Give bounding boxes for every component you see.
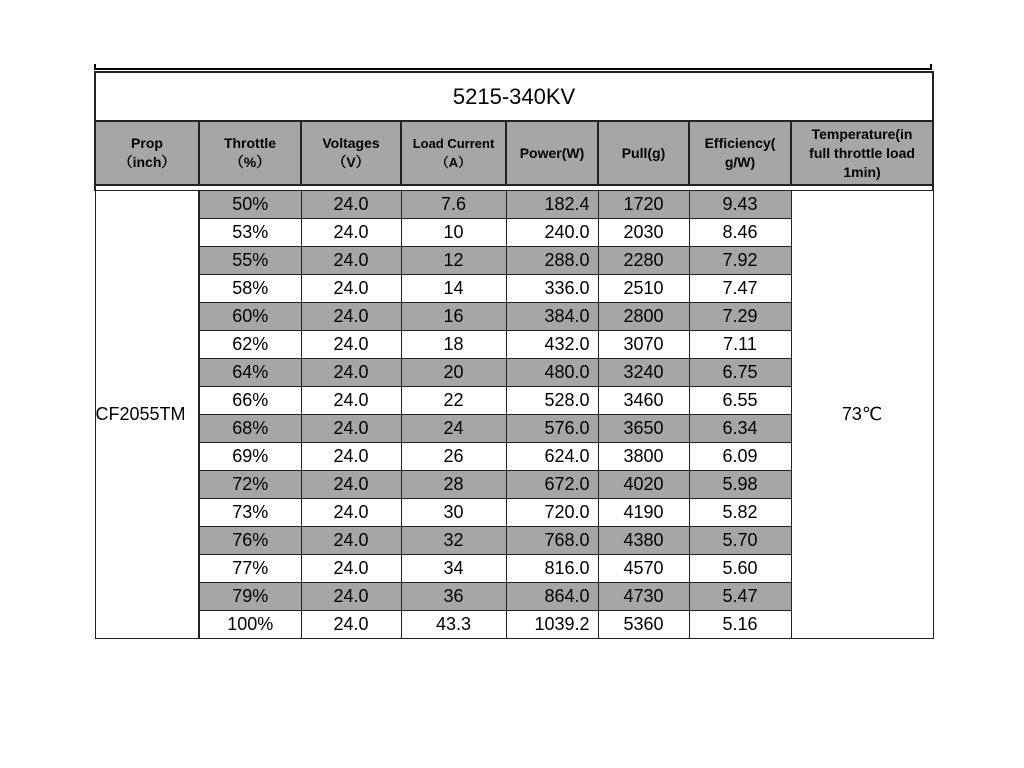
voltage-cell: 24.0 bbox=[301, 527, 401, 555]
throttle-cell: 66% bbox=[199, 387, 301, 415]
power-cell: 1039.2 bbox=[506, 611, 598, 639]
power-cell: 624.0 bbox=[506, 443, 598, 471]
header-pull: Pull(g) bbox=[598, 121, 689, 185]
load-current-cell: 12 bbox=[401, 247, 506, 275]
pull-cell: 4730 bbox=[598, 583, 689, 611]
load-current-cell: 43.3 bbox=[401, 611, 506, 639]
efficiency-cell: 6.55 bbox=[689, 387, 791, 415]
table-title: 5215-340KV bbox=[95, 72, 933, 121]
load-current-cell: 22 bbox=[401, 387, 506, 415]
pull-cell: 2280 bbox=[598, 247, 689, 275]
throttle-cell: 50% bbox=[199, 191, 301, 219]
voltage-cell: 24.0 bbox=[301, 443, 401, 471]
efficiency-cell: 5.16 bbox=[689, 611, 791, 639]
header-temperature-line1: Temperature(in bbox=[811, 125, 913, 142]
throttle-cell: 79% bbox=[199, 583, 301, 611]
header-load-current-line1: Load Current bbox=[412, 136, 495, 151]
header-throttle bbox=[199, 121, 301, 185]
pull-cell: 4020 bbox=[598, 471, 689, 499]
title-row bbox=[95, 72, 933, 121]
throttle-cell: 69% bbox=[199, 443, 301, 471]
load-current-cell: 14 bbox=[401, 275, 506, 303]
throttle-cell: 73% bbox=[199, 499, 301, 527]
power-cell: 384.0 bbox=[506, 303, 598, 331]
power-cell: 182.4 bbox=[506, 191, 598, 219]
header-temperature-line2: full throttle load bbox=[809, 144, 915, 161]
efficiency-cell: 5.47 bbox=[689, 583, 791, 611]
power-cell: 864.0 bbox=[506, 583, 598, 611]
load-current-cell: 16 bbox=[401, 303, 506, 331]
load-current-cell: 18 bbox=[401, 331, 506, 359]
load-current-cell: 34 bbox=[401, 555, 506, 583]
voltage-cell: 24.0 bbox=[301, 219, 401, 247]
pull-cell: 1720 bbox=[598, 191, 689, 219]
power-cell: 528.0 bbox=[506, 387, 598, 415]
pull-cell: 4190 bbox=[598, 499, 689, 527]
throttle-cell: 72% bbox=[199, 471, 301, 499]
efficiency-cell: 6.34 bbox=[689, 415, 791, 443]
pull-cell: 3070 bbox=[598, 331, 689, 359]
header-voltages-line2: （V） bbox=[332, 154, 370, 170]
header-throttle-line2: （%） bbox=[229, 154, 271, 170]
efficiency-cell: 7.92 bbox=[689, 247, 791, 275]
load-current-cell: 30 bbox=[401, 499, 506, 527]
efficiency-cell: 7.11 bbox=[689, 331, 791, 359]
power-cell: 480.0 bbox=[506, 359, 598, 387]
voltage-cell: 24.0 bbox=[301, 359, 401, 387]
power-cell: 240.0 bbox=[506, 219, 598, 247]
voltage-cell: 24.0 bbox=[301, 555, 401, 583]
pull-cell: 2800 bbox=[598, 303, 689, 331]
voltage-cell: 24.0 bbox=[301, 387, 401, 415]
voltage-cell: 24.0 bbox=[301, 275, 401, 303]
power-cell: 720.0 bbox=[506, 499, 598, 527]
load-current-cell: 20 bbox=[401, 359, 506, 387]
prop-value-cell: CF2055TM bbox=[95, 191, 199, 639]
pull-cell: 4380 bbox=[598, 527, 689, 555]
header-load-current-line2: （A） bbox=[435, 155, 472, 170]
header-efficiency-line2: g/W) bbox=[724, 154, 756, 170]
power-cell: 336.0 bbox=[506, 275, 598, 303]
voltage-cell: 24.0 bbox=[301, 499, 401, 527]
header-temperature bbox=[791, 121, 933, 185]
efficiency-cell: 6.09 bbox=[689, 443, 791, 471]
motor-spec-table bbox=[94, 71, 934, 639]
header-load-current bbox=[401, 121, 506, 185]
power-cell: 672.0 bbox=[506, 471, 598, 499]
header-power: Power(W) bbox=[506, 121, 598, 185]
pull-cell: 5360 bbox=[598, 611, 689, 639]
header-prop-line1: Prop bbox=[131, 135, 163, 151]
efficiency-cell: 5.60 bbox=[689, 555, 791, 583]
throttle-cell: 55% bbox=[199, 247, 301, 275]
throttle-cell: 77% bbox=[199, 555, 301, 583]
efficiency-cell: 6.75 bbox=[689, 359, 791, 387]
load-current-cell: 26 bbox=[401, 443, 506, 471]
load-current-cell: 7.6 bbox=[401, 191, 506, 219]
header-prop-line2: （inch） bbox=[118, 154, 176, 170]
header-prop bbox=[95, 121, 199, 185]
header-throttle-line1: Throttle bbox=[223, 135, 277, 151]
voltage-cell: 24.0 bbox=[301, 247, 401, 275]
header-efficiency-line1: Efficiency( bbox=[704, 135, 776, 151]
throttle-cell: 53% bbox=[199, 219, 301, 247]
header-efficiency bbox=[689, 121, 791, 185]
pull-cell: 3650 bbox=[598, 415, 689, 443]
power-cell: 576.0 bbox=[506, 415, 598, 443]
efficiency-cell: 9.43 bbox=[689, 191, 791, 219]
pull-cell: 4570 bbox=[598, 555, 689, 583]
voltage-cell: 24.0 bbox=[301, 583, 401, 611]
load-current-cell: 24 bbox=[401, 415, 506, 443]
pull-cell: 2030 bbox=[598, 219, 689, 247]
power-cell: 288.0 bbox=[506, 247, 598, 275]
throttle-cell: 60% bbox=[199, 303, 301, 331]
top-border-line bbox=[94, 68, 932, 70]
power-cell: 768.0 bbox=[506, 527, 598, 555]
voltage-cell: 24.0 bbox=[301, 331, 401, 359]
efficiency-cell: 5.82 bbox=[689, 499, 791, 527]
load-current-cell: 36 bbox=[401, 583, 506, 611]
header-voltages bbox=[301, 121, 401, 185]
throttle-cell: 62% bbox=[199, 331, 301, 359]
voltage-cell: 24.0 bbox=[301, 415, 401, 443]
pull-cell: 2510 bbox=[598, 275, 689, 303]
header-voltages-line1: Voltages bbox=[322, 135, 380, 151]
power-cell: 816.0 bbox=[506, 555, 598, 583]
load-current-cell: 32 bbox=[401, 527, 506, 555]
header-row bbox=[95, 121, 933, 185]
power-cell: 432.0 bbox=[506, 331, 598, 359]
load-current-cell: 28 bbox=[401, 471, 506, 499]
load-current-cell: 10 bbox=[401, 219, 506, 247]
efficiency-cell: 5.98 bbox=[689, 471, 791, 499]
throttle-cell: 76% bbox=[199, 527, 301, 555]
voltage-cell: 24.0 bbox=[301, 611, 401, 639]
top-tick-right bbox=[930, 64, 932, 70]
efficiency-cell: 5.70 bbox=[689, 527, 791, 555]
pull-cell: 3800 bbox=[598, 443, 689, 471]
voltage-cell: 24.0 bbox=[301, 303, 401, 331]
efficiency-cell: 7.29 bbox=[689, 303, 791, 331]
throttle-cell: 68% bbox=[199, 415, 301, 443]
pull-cell: 3240 bbox=[598, 359, 689, 387]
top-tick-left bbox=[94, 64, 96, 70]
voltage-cell: 24.0 bbox=[301, 191, 401, 219]
temperature-value-cell: 73℃ bbox=[791, 191, 933, 639]
pull-cell: 3460 bbox=[598, 387, 689, 415]
throttle-cell: 64% bbox=[199, 359, 301, 387]
table-row bbox=[95, 191, 933, 219]
efficiency-cell: 8.46 bbox=[689, 219, 791, 247]
header-temperature-line3: 1min) bbox=[843, 163, 881, 180]
voltage-cell: 24.0 bbox=[301, 471, 401, 499]
throttle-cell: 100% bbox=[199, 611, 301, 639]
efficiency-cell: 7.47 bbox=[689, 275, 791, 303]
throttle-cell: 58% bbox=[199, 275, 301, 303]
